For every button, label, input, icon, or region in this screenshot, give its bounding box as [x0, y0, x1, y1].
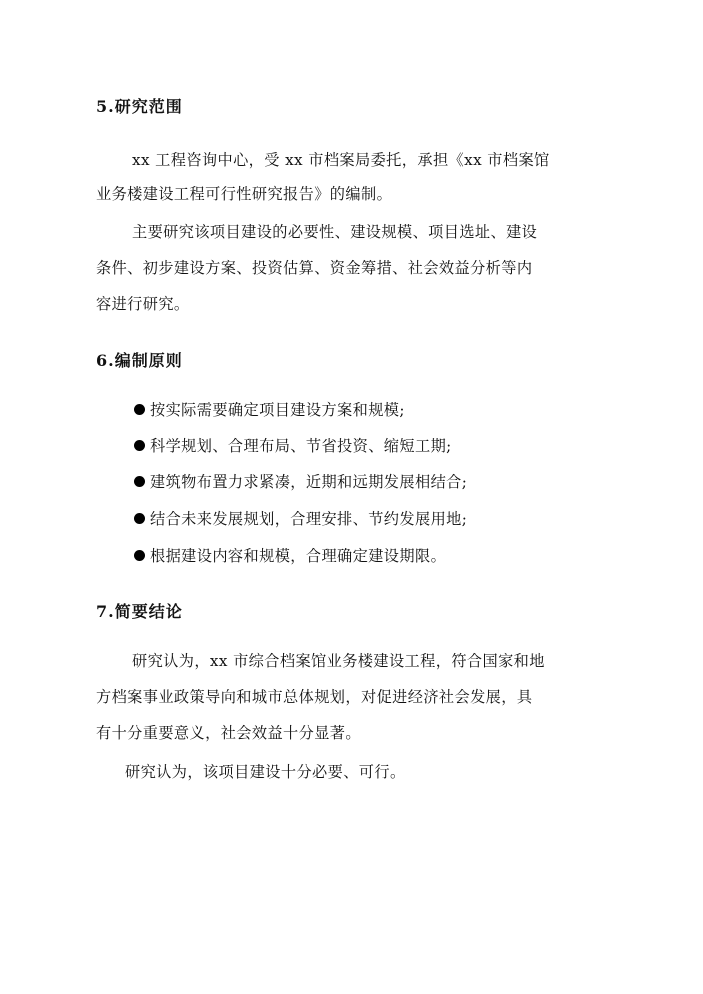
section-7-paragraph-1-line-3: 有十分重要意义，社会效益十分显著。: [96, 724, 361, 742]
list-item-text: 建筑物布置力求紧凑，近期和远期发展相结合;: [150, 473, 468, 491]
bullet-icon: [134, 513, 145, 524]
list-item-text: 结合未来发展规划，合理安排、节约发展用地;: [150, 510, 468, 528]
bullet-icon: [134, 550, 145, 561]
list-item: [134, 508, 467, 529]
bullet-icon: [134, 476, 145, 487]
section-7-paragraph-1-line-1: 研究认为，xx 市综合档案馆业务楼建设工程，符合国家和地: [132, 652, 545, 670]
section-6-heading: 6.编制原则: [96, 351, 183, 370]
bullet-icon: [134, 440, 145, 451]
section-5-paragraph-1-line-1: xx 工程咨询中心，受 xx 市档案局委托，承担《xx 市档案馆: [132, 151, 550, 169]
list-item: [134, 471, 467, 492]
list-item-text: 科学规划、合理布局、节省投资、缩短工期;: [150, 437, 452, 455]
list-item-text: 按实际需要确定项目建设方案和规模;: [150, 401, 405, 419]
section-5-paragraph-1-line-2: 业务楼建设工程可行性研究报告》的编制。: [96, 185, 393, 203]
section-7-paragraph-2-line-1: 研究认为，该项目建设十分必要、可行。: [125, 763, 406, 781]
section-5-paragraph-2-line-2: 条件、初步建设方案、投资估算、资金筹措、社会效益分析等内: [96, 259, 533, 277]
list-item: [134, 545, 446, 566]
section-5-heading: 5.研究范围: [96, 97, 183, 116]
section-7-paragraph-1-line-2: 方档案事业政策导向和城市总体规划，对促进经济社会发展，具: [96, 688, 533, 706]
section-5-paragraph-2-line-1: 主要研究该项目建设的必要性、建设规模、项目选址、建设: [132, 223, 538, 241]
section-7-heading: 7.简要结论: [96, 602, 183, 621]
list-item: [134, 399, 405, 420]
list-item-text: 根据建设内容和规模，合理确定建设期限。: [150, 547, 447, 565]
section-5-paragraph-2-line-3: 容进行研究。: [96, 295, 190, 313]
bullet-icon: [134, 404, 145, 415]
list-item: [134, 435, 452, 456]
